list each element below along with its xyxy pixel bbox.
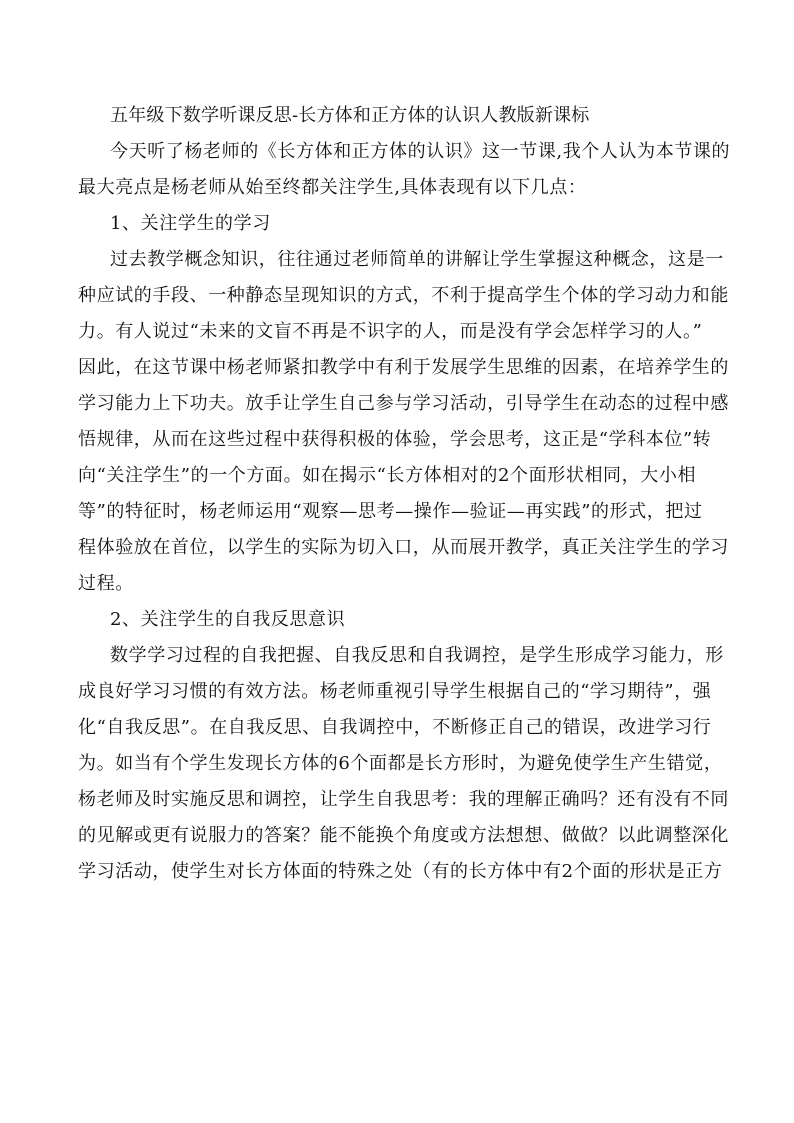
paragraph-line: 力。有人说过“未来的文盲不再是不识字的人，而是没有学会怎样学习的人。” xyxy=(78,321,703,342)
paragraph-line: 种应试的手段、一种静态呈现知识的方式，不利于提高学生个体的学习动力和能 xyxy=(78,285,729,306)
paragraph-line: 数学学习过程的自我把握、自我反思和自我调控，是学生形成学习能力，形 xyxy=(110,645,724,666)
paragraph-line: 杨老师及时实施反思和调控，让学生自我思考：我的理解正确吗？还有没有不同 xyxy=(78,789,729,810)
intro-line: 今天听了杨老师的《长方体和正方体的认识》这一节课,我个人认为本节课的 xyxy=(110,141,731,162)
paragraph-line: 为。如当有个学生发现长方体的6个面都是长方形时，为避免使学生产生错觉， xyxy=(78,753,723,774)
paragraph-line: 因此，在这节课中杨老师紧扣教学中有利于发展学生思维的因素，在培养学生的 xyxy=(78,357,729,378)
document-title: 五年级下数学听课反思-长方体和正方体的认识人教版新课标 xyxy=(110,105,590,126)
section-heading: 2、关注学生的自我反思意识 xyxy=(110,609,346,630)
paragraph-line: 化“自我反思”。在自我反思、自我调控中，不断修正自己的错误，改进学习行 xyxy=(78,717,712,738)
paragraph-line: 成良好学习习惯的有效方法。杨老师重视引导学生根据自己的“学习期待”，强 xyxy=(78,681,712,702)
paragraph-line: 程体验放在首位，以学生的实际为切入口，从而展开教学，真正关注学生的学习 xyxy=(78,537,729,558)
paragraph-line: 悟规律，从而在这些过程中获得积极的体验，学会思考，这正是“学科本位”转 xyxy=(78,429,712,450)
paragraph-line: 学习活动，使学生对长方体面的特殊之处（有的长方体中有2个面的形状是正方 xyxy=(78,861,723,882)
paragraph-line: 过程。 xyxy=(78,573,134,594)
paragraph-line: 的见解或更有说服力的答案？能不能换个角度或方法想想、做做？以此调整深化 xyxy=(78,825,729,846)
paragraph-line: 学习能力上下功夫。放手让学生自己参与学习活动，引导学生在动态的过程中感 xyxy=(78,393,729,414)
paragraph-line: 等”的特征时，杨老师运用“观察—思考—操作—验证—再实践”的形式，把过 xyxy=(78,501,703,522)
intro-line: 最大亮点是杨老师从始至终都关注学生,具体表现有以下几点： xyxy=(78,177,587,198)
document-body xyxy=(78,98,731,890)
paragraph-line: 向“关注学生”的一个方面。如在揭示“长方体相对的2个面形状相同，大小相 xyxy=(78,465,697,486)
section-heading: 1、关注学生的学习 xyxy=(110,213,271,234)
paragraph-line: 过去教学概念知识，往往通过老师简单的讲解让学生掌握这种概念，这是一 xyxy=(110,249,724,270)
